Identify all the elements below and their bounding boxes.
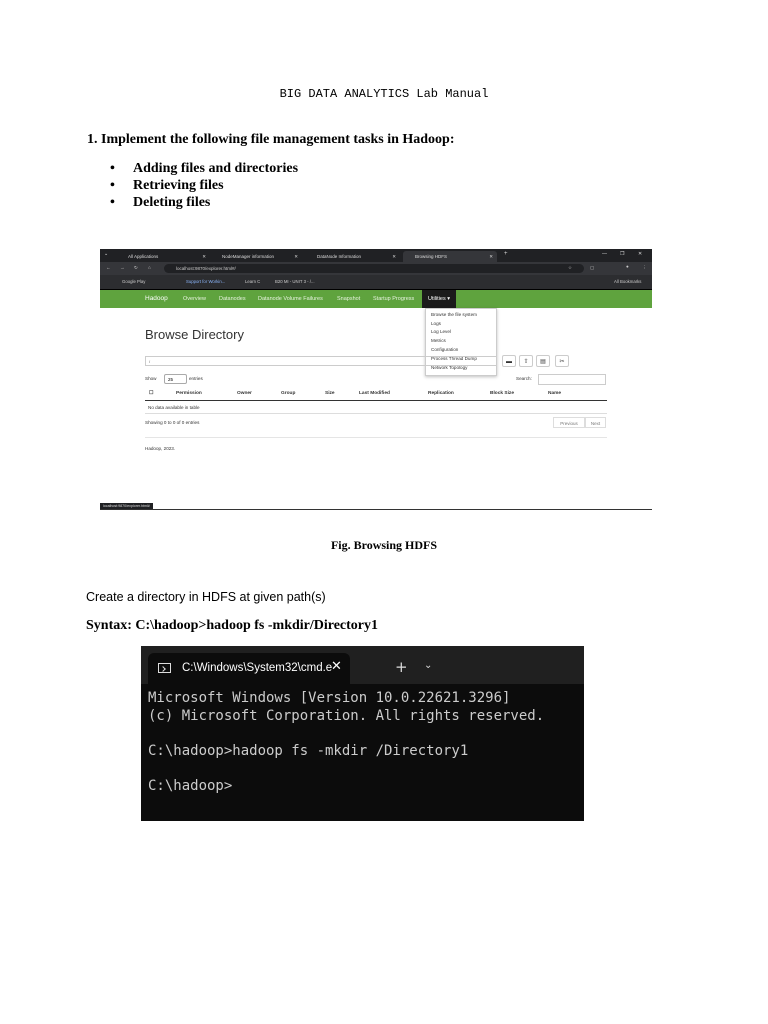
column-header[interactable]: Block Size <box>490 391 514 396</box>
terminal-tabbar <box>141 646 584 684</box>
page-title: Browse Directory <box>145 327 244 342</box>
search-label: Search: <box>516 376 532 381</box>
nav-volume-failures[interactable]: Datanode Volume Failures <box>258 296 323 302</box>
url-field[interactable]: localhost:9870/explorer.html#/ <box>164 264 584 273</box>
table-icon[interactable]: ▤ <box>536 355 550 367</box>
bookmarks-bar <box>100 275 652 290</box>
task-list <box>110 160 298 211</box>
next-button[interactable]: Next <box>585 417 606 428</box>
close-icon[interactable]: ✕ <box>331 659 342 674</box>
address-bar <box>100 262 652 275</box>
select-all-checkbox[interactable]: ☐ <box>149 391 154 396</box>
nav-datanodes[interactable]: Datanodes <box>219 296 246 302</box>
previous-button[interactable]: Previous <box>553 417 585 428</box>
folder-icon[interactable]: ▬ <box>502 355 516 367</box>
bookmark[interactable]: Support for Workin... <box>186 279 226 284</box>
list-item: • Adding files and directories <box>110 161 299 176</box>
terminal-icon <box>158 663 171 673</box>
profile-icon[interactable]: ● <box>626 264 629 269</box>
star-icon[interactable]: ☆ <box>568 265 573 270</box>
dropdown-item[interactable]: Metrics <box>431 338 446 343</box>
new-tab-button[interactable]: + <box>395 658 408 676</box>
new-tab-button[interactable]: + <box>504 251 508 257</box>
column-header[interactable]: Last Modified <box>359 391 390 396</box>
bullet-icon: • <box>110 161 115 176</box>
browser-tab-active[interactable]: Browsing HDFS ✕ <box>403 251 497 262</box>
dropdown-item[interactable]: Browse the file system <box>431 312 477 317</box>
status-url: localhost:9870/explorer.html# <box>100 503 153 510</box>
bullet-icon: • <box>110 178 115 193</box>
path-input[interactable]: / <box>145 356 497 366</box>
syntax-text: Syntax: C:\hadoop>hadoop fs -mkdir/Directory1 <box>86 618 379 633</box>
hadoop-navbar <box>100 290 652 308</box>
browser-tab[interactable]: All Applications ✕ <box>116 251 210 262</box>
close-icon[interactable]: ✕ <box>294 254 298 259</box>
upload-icon[interactable]: ⇧ <box>519 355 533 367</box>
restore-icon[interactable]: ❐ <box>620 251 625 257</box>
dropdown-item[interactable]: Process Thread Dump <box>431 356 477 361</box>
nav-overview[interactable]: Overview <box>183 296 206 302</box>
reload-icon[interactable]: ↻ <box>134 265 138 270</box>
nav-utilities[interactable]: Utilities ▾ <box>422 290 456 308</box>
nav-startup-progress[interactable]: Startup Progress <box>373 296 415 302</box>
chevron-down-icon[interactable]: ⌄ <box>424 660 433 671</box>
question-title: 1. Implement the following file management tasks in Hadoop: <box>87 132 455 147</box>
search-input[interactable] <box>538 374 606 385</box>
column-header[interactable]: Size <box>325 391 335 396</box>
dropdown-item[interactable]: Configuration <box>431 347 459 352</box>
close-icon[interactable]: ✕ <box>202 254 206 259</box>
browser-tabbar <box>100 249 652 262</box>
nav-snapshot[interactable]: Snapshot <box>337 296 361 302</box>
list-item: • Deleting files <box>110 195 211 210</box>
back-icon[interactable]: ← <box>106 265 111 270</box>
terminal-tab[interactable] <box>148 653 350 684</box>
close-window-icon[interactable]: ✕ <box>638 251 643 257</box>
browser-tab[interactable]: DataNode Information ✕ <box>305 251 400 262</box>
terminal-screenshot <box>141 646 584 821</box>
body-text: Create a directory in HDFS at given path(s) <box>86 590 326 604</box>
bookmark[interactable]: B20 MI - UNIT 3 - /... <box>275 279 315 284</box>
cut-icon[interactable]: ✂ <box>555 355 569 367</box>
column-header[interactable]: Replication <box>428 391 454 396</box>
forward-icon[interactable]: → <box>120 265 125 270</box>
divider <box>100 509 652 510</box>
terminal-line: C:\hadoop>hadoop fs -mkdir /Directory1 <box>148 743 469 759</box>
page-footer: Hadoop, 2023. <box>145 446 176 451</box>
table-row <box>145 402 607 414</box>
bookmark[interactable]: Google Play <box>122 279 146 284</box>
terminal-tab-title: C:\Windows\System32\cmd.e <box>182 662 333 674</box>
close-icon[interactable]: ✕ <box>489 254 493 259</box>
bullet-icon: • <box>110 195 115 210</box>
close-icon[interactable]: ✕ <box>392 254 396 259</box>
minimize-icon[interactable]: — <box>602 251 607 257</box>
figure-caption: Fig. Browsing HDFS <box>330 538 438 552</box>
table-header <box>145 389 607 401</box>
terminal-line: Microsoft Windows [Version 10.0.22621.3296] <box>148 690 511 706</box>
dropdown-item[interactable]: Log Level <box>431 329 451 334</box>
bookmark[interactable]: Learn C <box>245 279 261 284</box>
entries-label: entries <box>189 376 203 381</box>
browser-screenshot <box>100 249 652 511</box>
showing-entries: Showing 0 to 0 of 0 entries <box>145 420 200 425</box>
column-header[interactable]: Group <box>281 391 296 396</box>
column-header[interactable]: Permission <box>176 391 202 396</box>
column-header[interactable]: Owner <box>237 391 252 396</box>
extensions-icon[interactable]: ▢ <box>590 265 595 270</box>
terminal-line: (c) Microsoft Corporation. All rights reserved. <box>148 708 545 724</box>
all-bookmarks[interactable]: All Bookmarks <box>614 279 642 284</box>
home-icon[interactable]: ⌂ <box>148 265 151 270</box>
list-item: • Retrieving files <box>110 178 224 193</box>
browser-tab[interactable]: NodeManager information ✕ <box>210 251 302 262</box>
menu-icon[interactable]: ⋮ <box>642 265 647 270</box>
nav-brand[interactable]: Hadoop <box>145 295 168 302</box>
entries-select[interactable]: 25 <box>164 374 187 384</box>
divider <box>145 437 607 438</box>
terminal-prompt[interactable]: C:\hadoop> <box>148 778 233 794</box>
dropdown-item[interactable]: Network Topology <box>431 365 468 370</box>
column-header[interactable]: Name <box>548 391 562 396</box>
no-data-message: No data available in table <box>148 405 200 410</box>
tab-search-icon[interactable]: ⌄ <box>104 251 109 257</box>
document-header: BIG DATA ANALYTICS Lab Manual <box>279 87 489 101</box>
show-label: Show <box>145 376 157 381</box>
dropdown-item[interactable]: Logs <box>431 321 441 326</box>
